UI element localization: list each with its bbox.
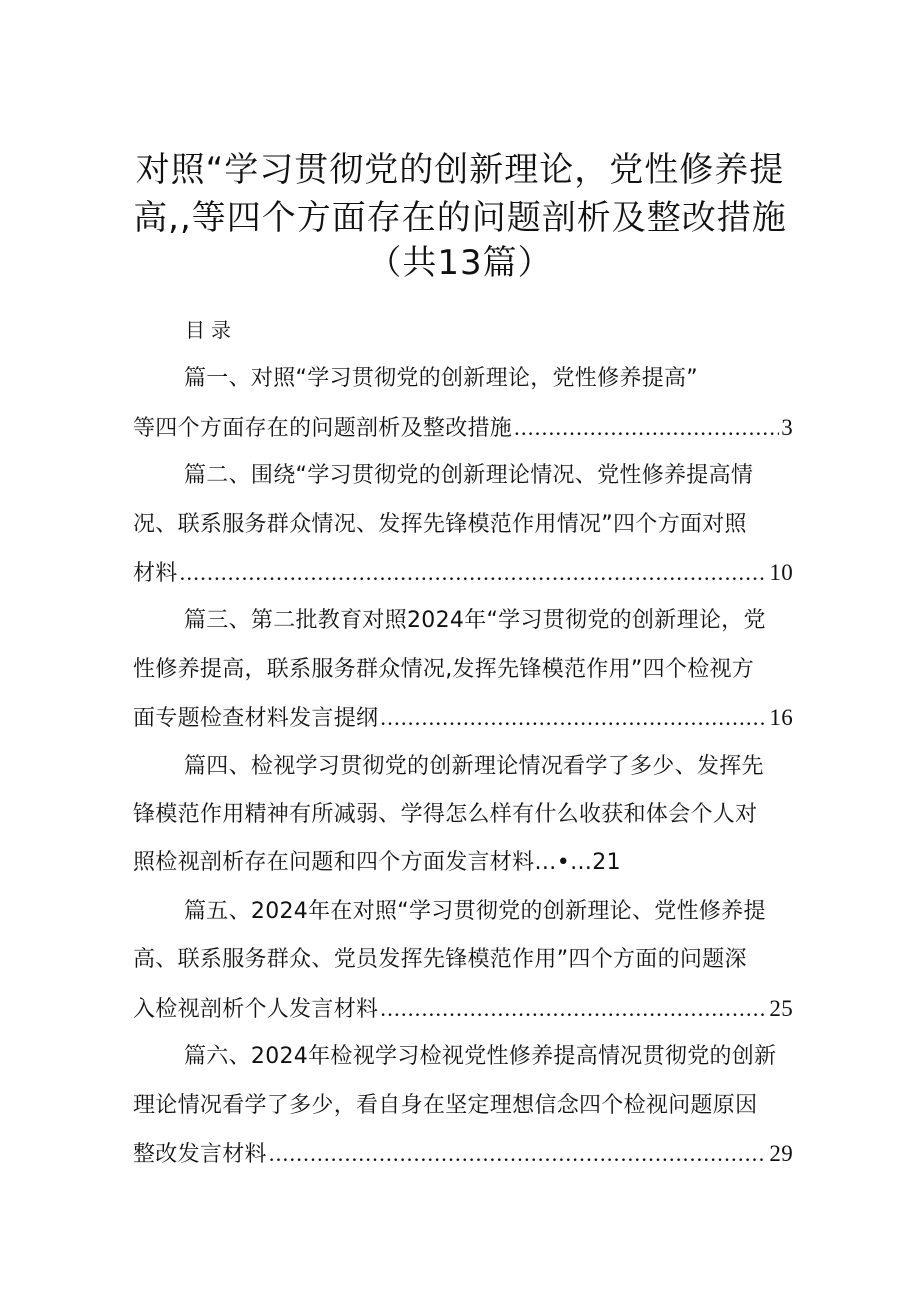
- toc-entry-6-text: 整改发言材料: [133, 1142, 267, 1167]
- document-title-line-2: 高,,等四个方面存在的问题剖析及整改措施: [133, 198, 787, 238]
- toc-entry-3-line-2: 性修养提高，联系服务群众情况,发挥先锋模范作用”四个检视方: [133, 657, 755, 682]
- toc-entry-5-text: 入检视剖析个人发言材料: [133, 997, 379, 1022]
- toc-entry-2-text: 材料: [133, 561, 178, 586]
- toc-entry-2-line-2: 况、联系服务群众情况、发挥先锋模范作用情况”四个方面对照: [133, 512, 747, 537]
- toc-entry-1-line-1: 篇一、对照“学习贯彻党的创新理论，党性修养提高”: [184, 366, 698, 391]
- dot-leader: [380, 703, 767, 733]
- toc-heading: 目录: [185, 318, 237, 342]
- toc-entry-4-line-1: 篇四、检视学习贯彻党的创新理论情况看学了多少、发挥先: [184, 754, 764, 779]
- toc-entry-6-line-1: 篇六、2024年检视学习检视党性修养提高情况贯彻党的创新: [184, 1044, 777, 1069]
- toc-entry-1-last-line[interactable]: [133, 413, 793, 444]
- toc-entry-1-text: 等四个方面存在的问题剖析及整改措施: [133, 416, 513, 441]
- toc-entry-5-page: 25: [769, 996, 793, 1021]
- dot-leader: [514, 413, 779, 443]
- toc-entry-5-line-2: 高、联系服务群众、党员发挥先锋模范作用”四个方面的问题深: [133, 947, 747, 972]
- toc-entry-1-page: 3: [781, 415, 793, 440]
- toc-entry-2-line-1: 篇二、围绕“学习贯彻党的创新理论情况、党性修养提高情: [184, 463, 754, 488]
- toc-entry-6-last-line[interactable]: [133, 1139, 793, 1170]
- toc-entry-3-last-line[interactable]: [133, 703, 793, 734]
- toc-entry-2-last-line[interactable]: [133, 558, 793, 589]
- dot-leader: [180, 558, 768, 588]
- document-title-line-3: （共13篇）: [367, 243, 553, 283]
- toc-entry-6-page: 29: [769, 1141, 793, 1166]
- toc-entry-4-line-2: 锋模范作用精神有所减弱、学得怎么样有什么收获和体会个人对: [133, 802, 758, 827]
- toc-entry-3-line-1: 篇三、第二批教育对照2024年“学习贯彻党的创新理论，党: [184, 608, 766, 633]
- toc-entry-3-text: 面专题检查材料发言提纲: [133, 706, 379, 731]
- toc-entry-3-page: 16: [769, 705, 793, 730]
- toc-entry-4-last-line[interactable]: 照检视剖析存在问题和四个方面发言材料…•…21: [133, 850, 621, 875]
- toc-entry-5-last-line[interactable]: [133, 994, 793, 1025]
- toc-entry-6-line-2: 理论情况看学了多少，看自身在坚定理想信念四个检视问题原因: [133, 1093, 758, 1118]
- document-title-line-1: 对照“学习贯彻党的创新理论，党性修养提: [135, 150, 785, 190]
- dot-leader: [380, 994, 767, 1024]
- toc-entry-5-line-1: 篇五、2024年在对照“学习贯彻党的创新理论、党性修养提: [184, 899, 766, 924]
- toc-entry-2-page: 10: [769, 560, 793, 585]
- dot-leader: [269, 1139, 768, 1169]
